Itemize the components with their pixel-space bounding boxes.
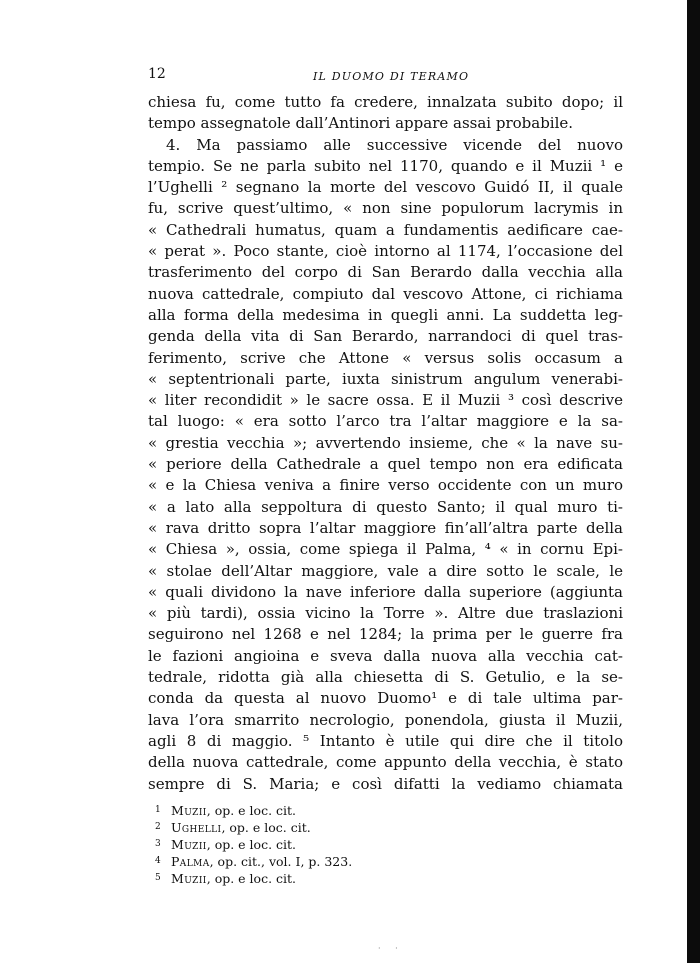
text-line: « a lato alla seppoltura di questo Santo; il qual muro ti- (148, 497, 623, 516)
text-line: trasferimento del corpo di San Berardo dalla vecchia alla (148, 263, 623, 282)
body-text (148, 92, 623, 795)
footnote-author: Muzii (171, 871, 207, 886)
footnote-number: 1 (155, 805, 161, 815)
text-line: ferimento, scrive che Attone « versus solis occasum a (148, 348, 623, 367)
text-line: l’Ughelli ² segnano la morte del vescovo Guidó II, il quale (148, 178, 623, 197)
text-line: tal luogo: « era sotto l’arco tra l’altar maggiore e la sa- (148, 412, 623, 431)
text-line: « grestia vecchia »; avvertendo insieme, che « la nave su- (148, 433, 623, 452)
text-line: « più tardi), ossia vicino la Torre ». Altre due traslazioni (148, 604, 623, 623)
footnote-number: 2 (155, 822, 161, 832)
footnote (155, 802, 455, 819)
footnote-text: , op. e loc. cit. (206, 803, 297, 818)
footnote-author: Ughelli (171, 820, 222, 835)
footnote (155, 870, 455, 887)
running-header: IL DUOMO DI TERAMO (313, 70, 470, 83)
footnote-number: 4 (155, 856, 161, 866)
scan-edge-shadow (687, 0, 700, 963)
footnotes (155, 802, 455, 887)
footnote (155, 836, 455, 853)
text-line: genda della vita di San Berardo, narrandoci di quel tras- (148, 327, 623, 346)
text-line: sempre di S. Maria; e così difatti la vediamo chiamata (148, 774, 623, 793)
footnote-text: , op. cit., vol. I, p. 323. (209, 854, 353, 869)
text-line: « stolae dell’Altar maggiore, vale a dire sotto le scale, le (148, 561, 623, 580)
text-line: agli 8 di maggio. ⁵ Intanto è utile qui dire che il titolo (148, 731, 623, 750)
footnote-number: 5 (155, 873, 161, 883)
page-number: 12 (148, 66, 166, 82)
text-line: « rava dritto sopra l’altar maggiore fin’all’altra parte della (148, 518, 623, 537)
footnote-author: Muzii (171, 803, 207, 818)
text-line: alla forma della medesima in quegli anni. La suddetta leg- (148, 305, 623, 324)
footnote (155, 853, 455, 870)
footnote-author: Palma (171, 854, 210, 869)
text-line: « periore della Cathedrale a quel tempo non era edificata (148, 455, 623, 474)
footnote (155, 819, 455, 836)
text-line: nuova cattedrale, compiuto dal vescovo Attone, ci richiama (148, 284, 623, 303)
text-line: tempio. Se ne parla subito nel 1170, quando e il Muzii ¹ e (148, 156, 623, 175)
text-line: fu, scrive quest’ultimo, « non sine populorum lacrymis in (148, 199, 623, 218)
footnote-text: , op. e loc. cit. (206, 837, 297, 852)
text-line: lava l’ora smarrito necrologio, ponendola, giusta il Muzii, (148, 710, 623, 729)
footnote-text: , op. e loc. cit. (206, 871, 297, 886)
footnote-author: Muzii (171, 837, 207, 852)
text-line: 4. Ma passiamo alle successive vicende del nuovo (166, 135, 623, 154)
scan-specks: · · (378, 944, 404, 953)
text-line: conda da questa al nuovo Duomo¹ e di tale ultima par- (148, 689, 623, 708)
text-line: « quali dividono la nave inferiore dalla superiore (aggiunta (148, 582, 623, 601)
text-line: le fazioni angioina e sveva dalla nuova alla vecchia cat- (148, 646, 623, 665)
text-line: « Cathedrali humatus, quam a fundamentis aedificare cae- (148, 220, 623, 239)
text-line: della nuova cattedrale, come appunto della vecchia, è stato (148, 753, 623, 772)
text-line: « septentrionali parte, iuxta sinistrum angulum venerabi- (148, 369, 623, 388)
text-line: « e la Chiesa veniva a finire verso occidente con un muro (148, 476, 623, 495)
text-line: tempo assegnatole dall’Antinori appare assai probabile. (148, 114, 574, 133)
text-line: tedrale, ridotta già alla chiesetta di S. Getulio, e la se- (148, 668, 623, 687)
footnote-text: , op. e loc. cit. (221, 820, 311, 835)
text-line: « liter recondidit » le sacre ossa. E il Muzii ³ così descrive (148, 391, 623, 410)
text-line: chiesa fu, come tutto fa credere, innalzata subito dopo; il (148, 93, 623, 111)
footnote-number: 3 (155, 839, 161, 849)
text-line: « Chiesa », ossia, come spiega il Palma, ⁴ « in cornu Epi- (148, 540, 623, 559)
text-line: seguirono nel 1268 e nel 1284; la prima per le guerre fra (148, 625, 623, 644)
text-line: « perat ». Poco stante, cioè intorno al 1174, l’occasione del (148, 242, 623, 261)
